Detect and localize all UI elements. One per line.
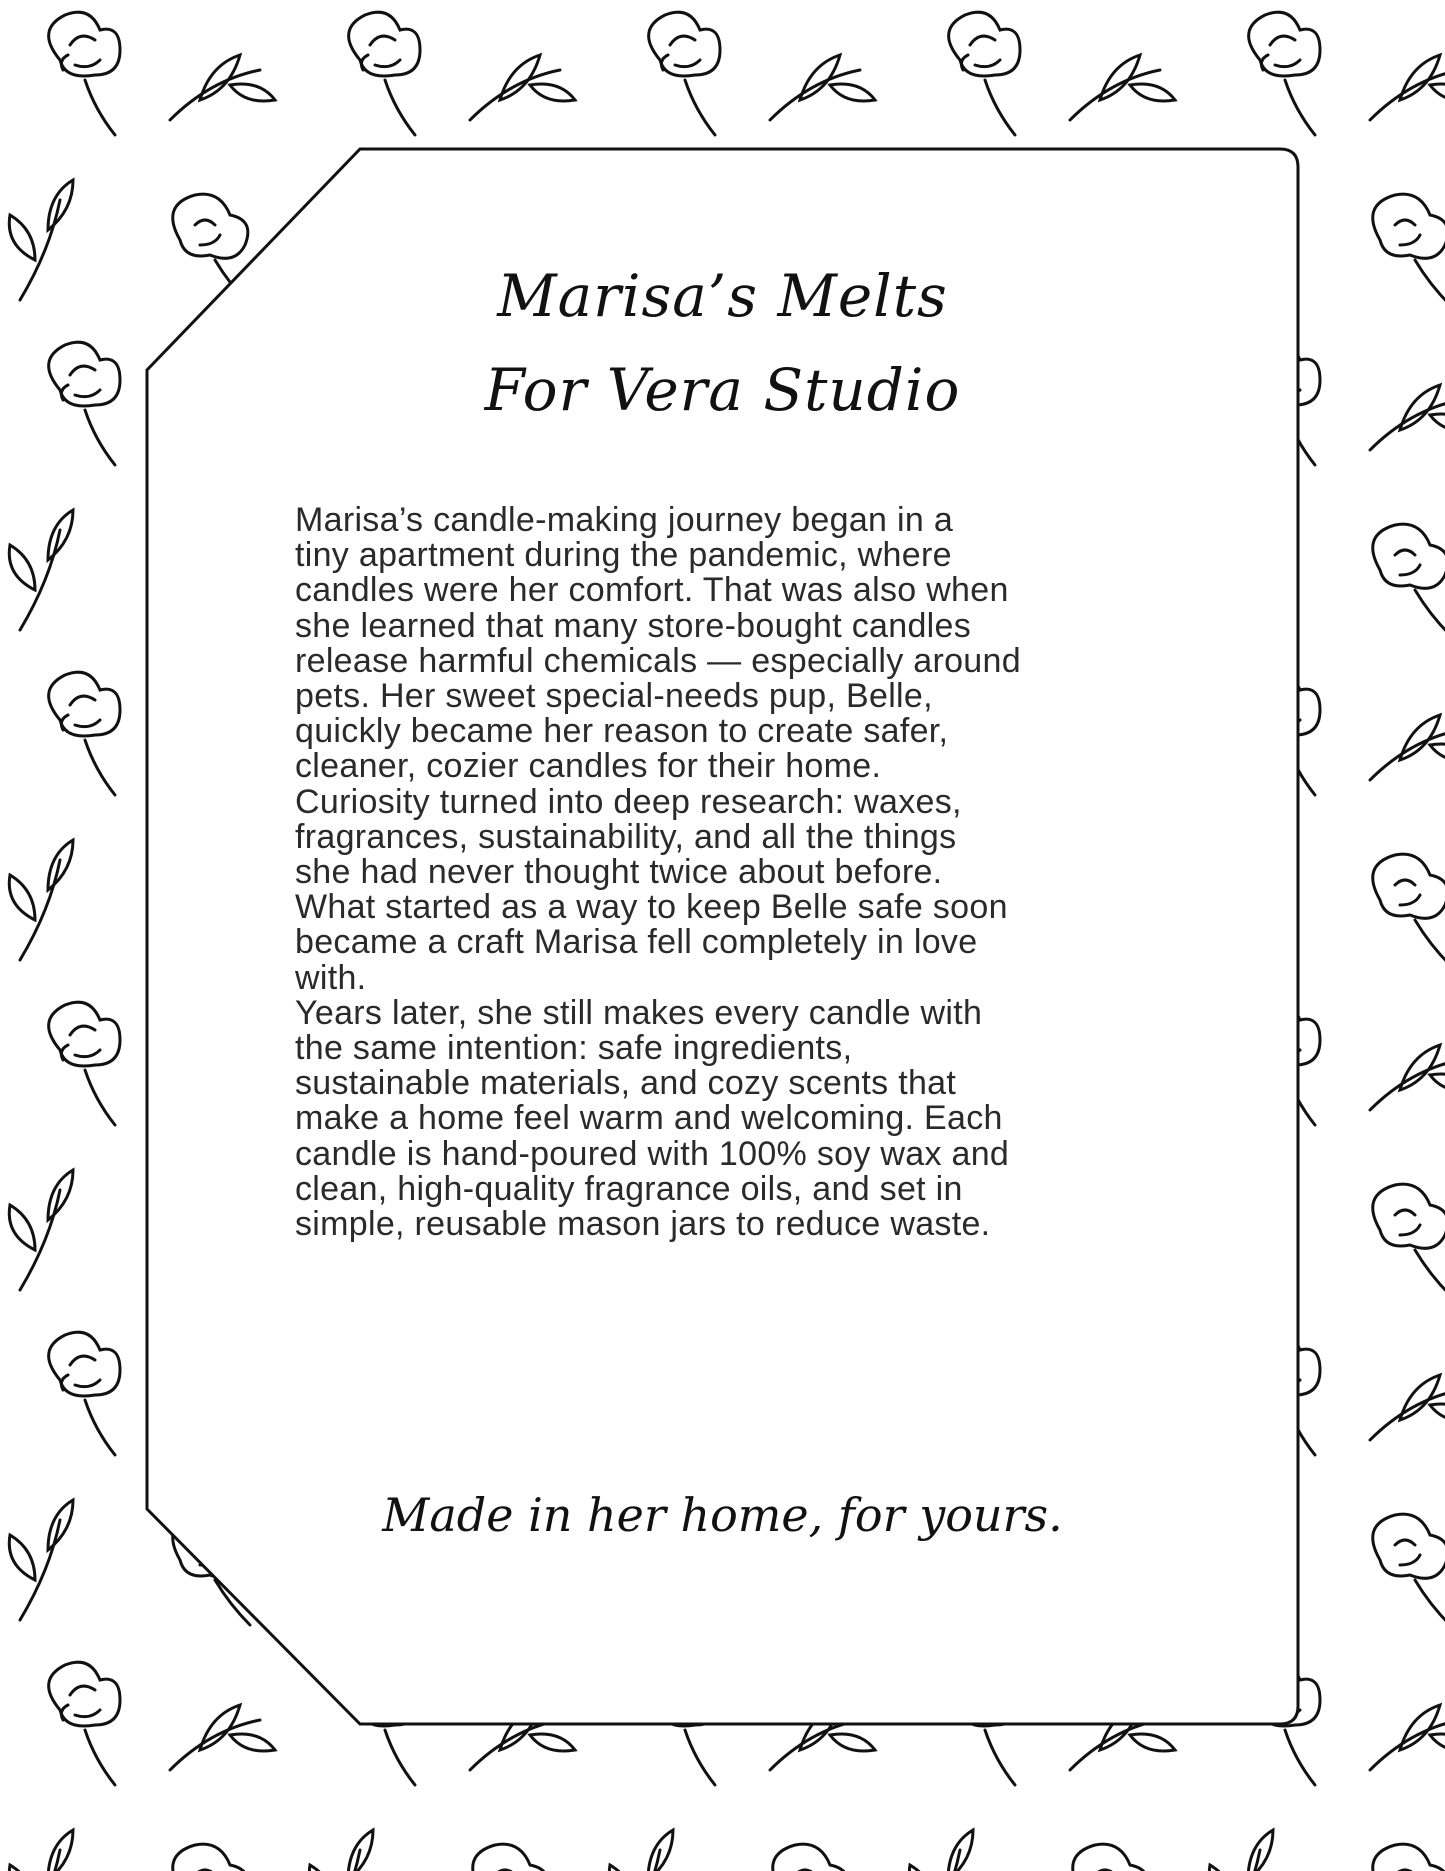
story-line: candle is hand-poured with 100% soy wax and <box>295 1134 1010 1173</box>
story-line: Curiosity turned into deep research: waxes, <box>295 782 962 821</box>
story-line: make a home feel warm and welcoming. Each <box>295 1099 1003 1138</box>
story-line: Years later, she still makes every candle with <box>295 993 983 1032</box>
tagline: Made in her home, for yours. <box>382 1488 1063 1542</box>
page-title-line2: For Vera Studio <box>484 356 961 424</box>
story-line: the same intention: safe ingredients, <box>295 1029 853 1068</box>
story-line: fragrances, sustainability, and all the things <box>295 817 957 856</box>
story-line: pets. Her sweet special-needs pup, Belle, <box>295 677 933 716</box>
story-line: she learned that many store-bought candles <box>295 606 972 645</box>
story-line: Marisa’s candle-making journey began in a <box>295 501 954 539</box>
story-line: release harmful chemicals — especially around <box>295 641 1021 680</box>
story-line: What started as a way to keep Belle safe soon <box>295 888 1008 927</box>
story-line: became a craft Marisa fell completely in love <box>295 923 978 962</box>
story-line: candles were her comfort. That was also when <box>295 571 1009 610</box>
story-line: with. <box>295 958 367 997</box>
story-line: cleaner, cozier candles for their home. <box>295 747 882 786</box>
story-line: simple, reusable mason jars to reduce waste. <box>295 1205 991 1244</box>
story-line: tiny apartment during the pandemic, where <box>295 536 952 575</box>
story-line: clean, high-quality fragrance oils, and set in <box>295 1169 963 1208</box>
story-line: she had never thought twice about before. <box>295 853 943 892</box>
story-paragraph <box>295 503 1175 1242</box>
page-title-line1: Marisa’s Melts <box>497 262 948 330</box>
story-line: sustainable materials, and cozy scents that <box>295 1064 957 1103</box>
story-line: quickly became her reason to create safer, <box>295 712 949 751</box>
